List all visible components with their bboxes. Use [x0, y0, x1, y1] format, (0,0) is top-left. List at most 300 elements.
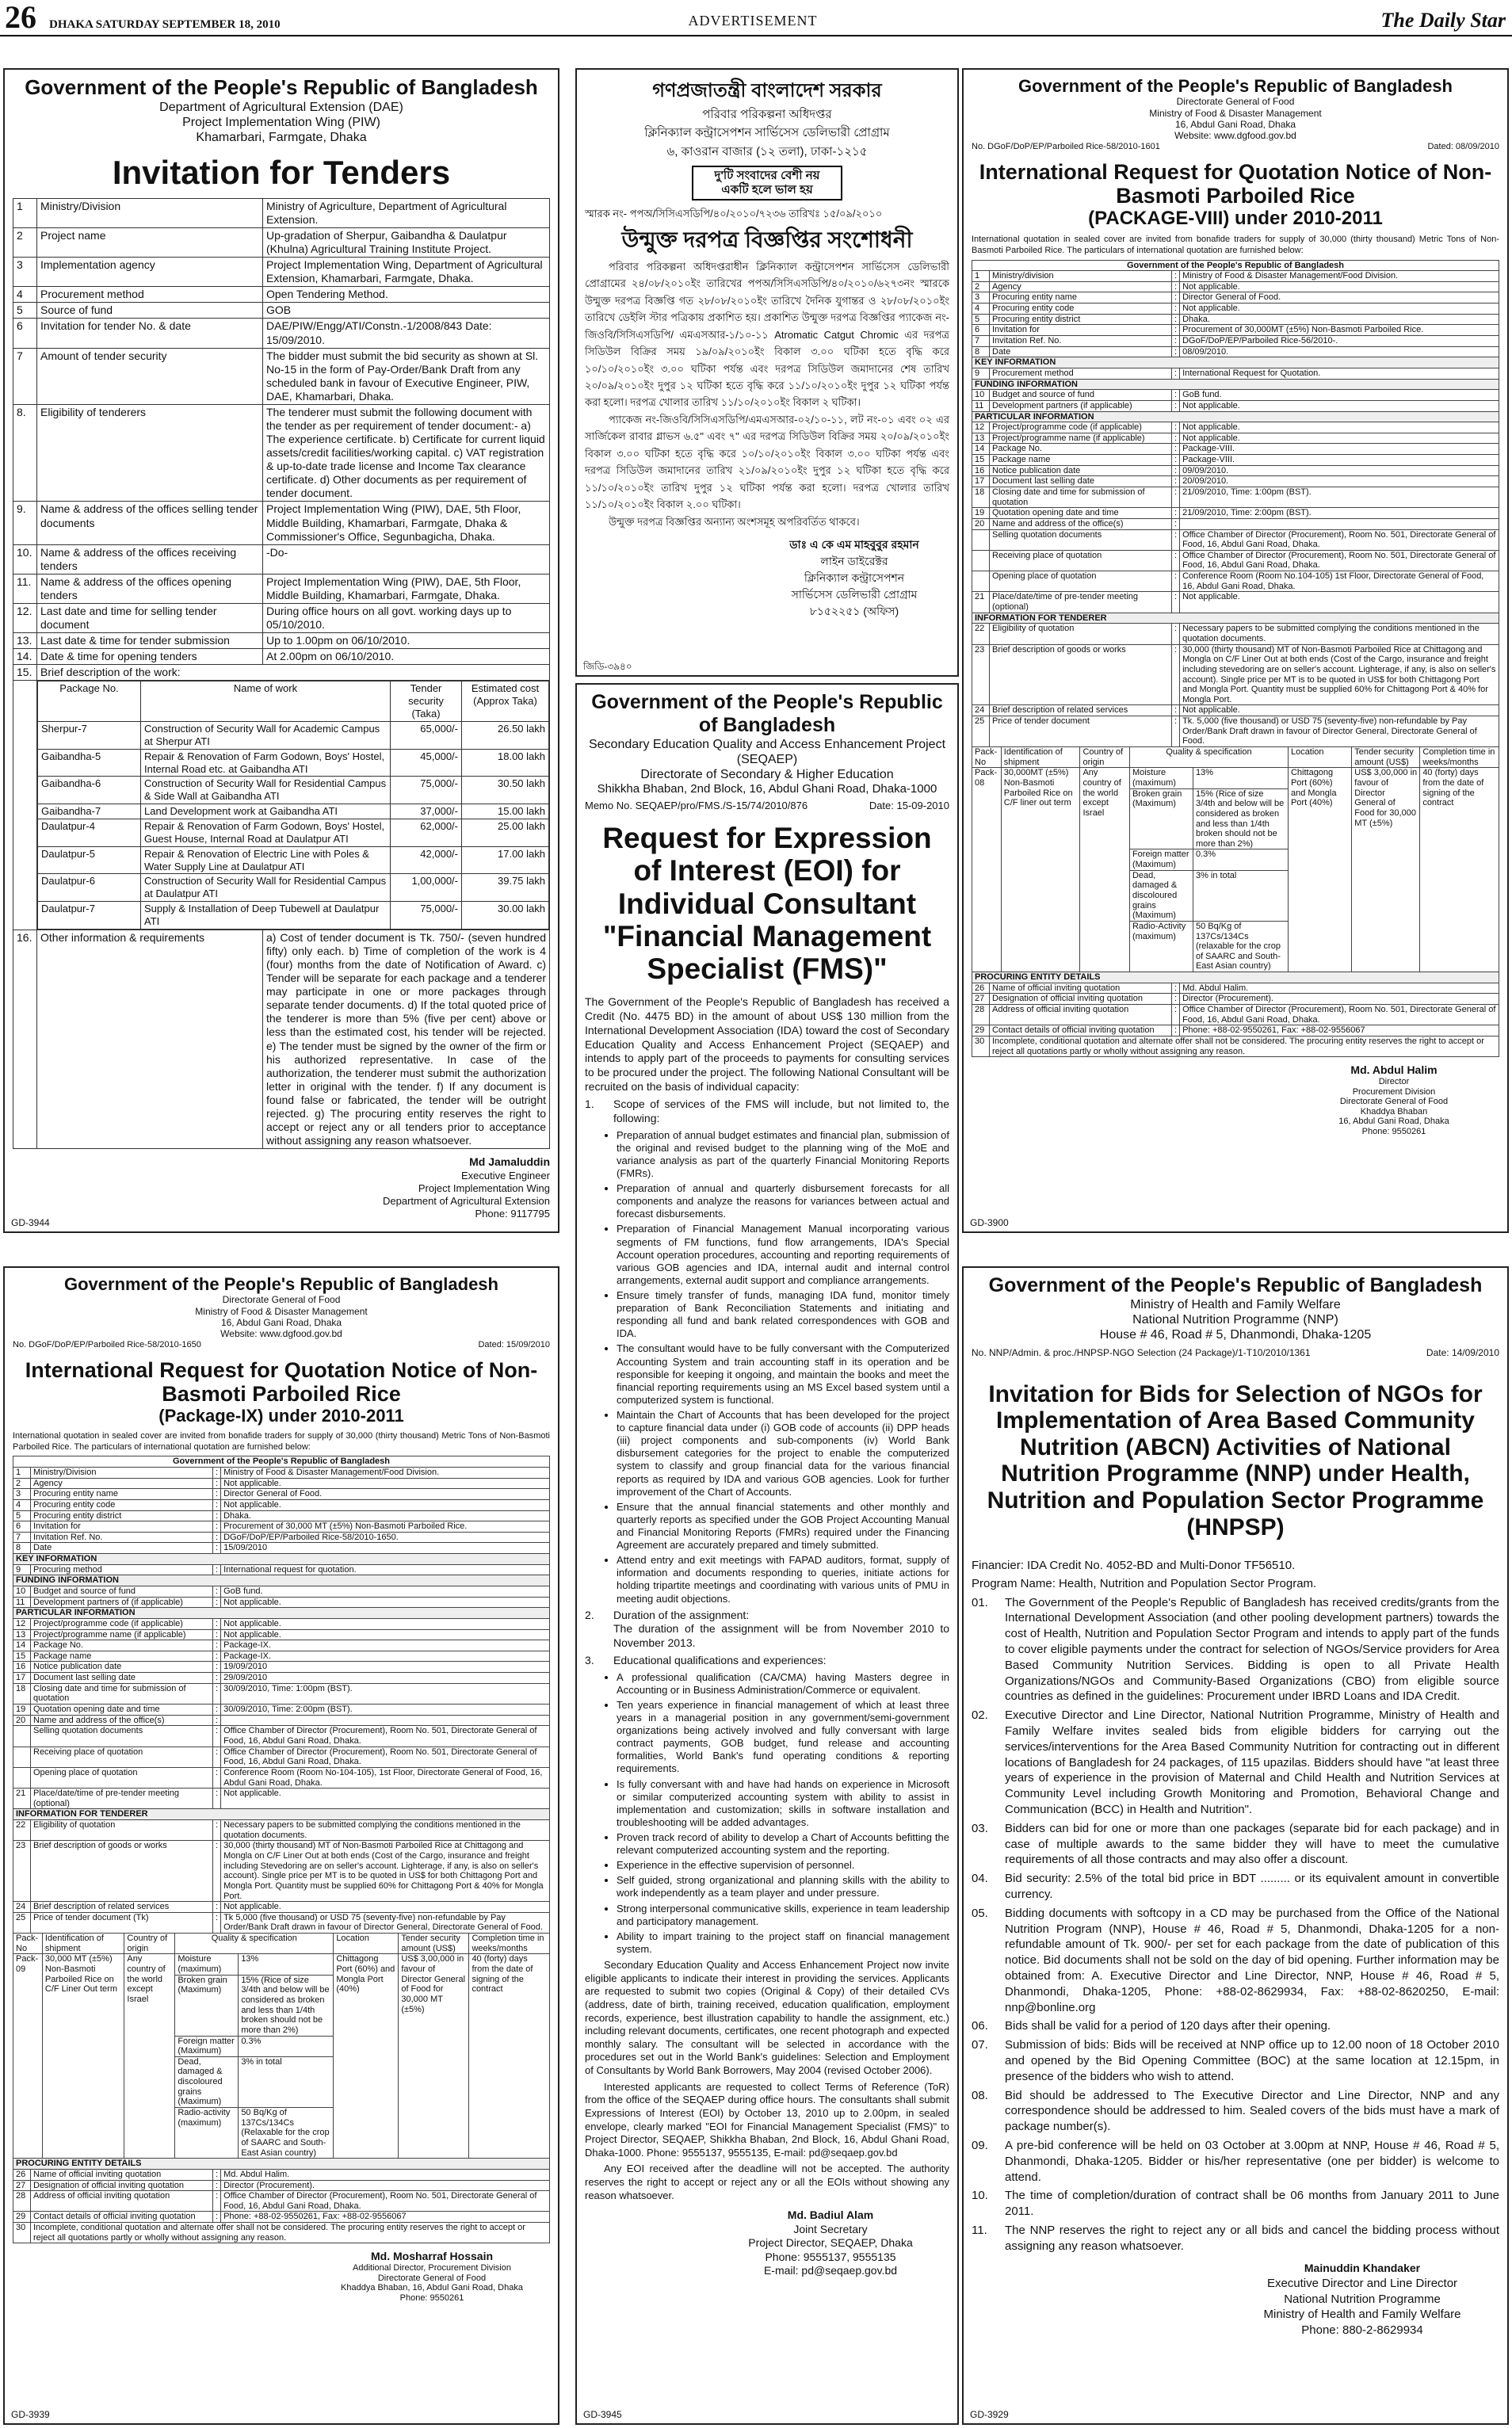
cell-sep: :: [1172, 716, 1180, 747]
cell-sep: :: [1172, 705, 1180, 716]
signatory-phone: ৮১৫২২৫১ (অফিস): [809, 604, 899, 617]
signatory-title: Executive Engineer: [460, 1169, 550, 1182]
cell-no: 4: [13, 287, 37, 303]
cell-no: 30: [13, 2223, 31, 2243]
spec-param: Foreign matter (Maximum): [175, 2036, 239, 2056]
table-row: [13, 1510, 550, 1521]
signatory-title: Joint Secretary: [793, 2222, 868, 2235]
cell-no: 7: [13, 348, 37, 404]
works-cell: Supply & Installation of Deep Tubewell at Daulatpur ATI: [141, 902, 391, 930]
table-row: [13, 1820, 550, 1841]
section-heading: PROCURING ENTITY DETAILS: [972, 972, 1499, 983]
works-row: [38, 902, 549, 930]
cell-label: Price of tender document: [990, 716, 1172, 747]
irq-package-8-ad: [962, 68, 1509, 1233]
works-cell: Gaibandha-7: [38, 804, 141, 819]
numbered-item: [972, 1821, 1499, 1868]
cell-no: 15: [972, 455, 990, 466]
cell-value: Procurement of 30,000 MT (±5%) Non-Basmoti Parboiled Rice.: [221, 1521, 550, 1533]
section-heading: FUNDING INFORMATION: [972, 379, 1499, 390]
table-row: [13, 1651, 550, 1662]
table-title: Government of the People's Republic of Bangladesh: [972, 260, 1499, 271]
table-row: [13, 649, 550, 665]
cell-sep: :: [213, 1629, 221, 1640]
cell-sep: :: [213, 1705, 221, 1716]
cell-no: 6: [972, 325, 990, 336]
cell-no: 24: [972, 705, 990, 716]
cell-no: 9: [972, 368, 990, 379]
cell-no: 10: [972, 390, 990, 401]
signatory-phone: Phone: 9117795: [475, 1208, 550, 1220]
works-cell: 30.50 lakh: [462, 777, 549, 804]
cell-sep: :: [213, 2169, 221, 2180]
spec-origin: Any country of the world except Israel: [124, 1954, 175, 2159]
works-cell: Repair & Renovation of Electric Line with Poles & Water Supply Line at Daulatpur ATI: [141, 846, 391, 874]
gov-heading: Government of the People's Republic of Bangladesh: [1018, 76, 1453, 96]
cell-label: Project/programme name (if applicable): [31, 1629, 213, 1640]
cell-no: 16: [13, 1662, 31, 1673]
paragraph: Secondary Education Quality and Access Enhancement Project now invite eligible applicants to indicate their interest in providing the services. Applicants are requested to submit two copies (Original & Copy) of their detailed CVs (address, date of birth, training received, education qualification, employment records, experience, best illustration capability to handle the assignment, etc.) including relevant documents, certificates, one recent photograph and expected monthly salary. The consultant will be selected in accordance with the procedures set out in the World Bank's guidelines: Selection and Employment of Consultants by World Bank Borrowers, May 2004 (revised October 2006).: [585, 1959, 949, 2077]
info-table: [13, 1456, 550, 1934]
item-text: [613, 1609, 949, 1651]
cell-no: 1: [13, 1467, 31, 1478]
section-heading: KEY INFORMATION: [13, 1554, 550, 1565]
cell-value: During office hours on all govt. working days up to 05/10/2010.: [263, 604, 550, 633]
table-row: [972, 550, 1499, 571]
seqaep-eoi-ad: [575, 683, 959, 2425]
item-text: Bid should be addressed to The Executive Director and Line Director, NNP and any correspondence should be addressed to him. Sealed covers of the bids must have a mark of package number(s).: [1005, 2088, 1499, 2134]
cell-no: 1: [13, 198, 37, 227]
cell-value: Tk 5,000 (five thousand) or USD 75 (seventy-five) non-refundable by Pay Order/Bank Draft drawn in favour of Director General, Directorate General of Food.: [221, 1912, 550, 1933]
cell-value: 30/09/2010, Time: 2:00pm (BST).: [221, 1705, 550, 1716]
table-row: [972, 624, 1499, 644]
table-row: [13, 1767, 550, 1788]
cell-no: 29: [972, 1025, 990, 1036]
table-row: [13, 1532, 550, 1543]
signatory-name: Md. Abdul Halim: [1350, 1063, 1438, 1077]
cell-no: 25: [13, 1912, 31, 1933]
gov-heading: Government of the People's Republic of Bangladesh: [25, 75, 538, 99]
section-row: [13, 1809, 550, 1820]
table-row: [13, 287, 550, 303]
cell-value: Director General of Food.: [1180, 292, 1499, 304]
cell-value: Office Chamber of Director (Procurement), Room No. 501, Directorate General of Food, 16, Abdul Gani Road, Dhaka.: [1180, 1005, 1499, 1025]
cell-sep: :: [1172, 476, 1180, 487]
cell-no: 13.: [13, 633, 37, 649]
cell-sep: :: [213, 1651, 221, 1662]
cell-label: Project name: [37, 228, 263, 258]
cell-value: Not applicable.: [1180, 433, 1499, 444]
cell-value: GOB: [263, 303, 550, 319]
cell-sep: :: [213, 1467, 221, 1478]
works-row: [38, 874, 549, 902]
spec-row: [972, 768, 1499, 788]
cell-label: Closing date and time for submission of quotation: [31, 1683, 213, 1704]
address-line: 16, Abdul Gani Road, Dhaka: [1174, 119, 1296, 131]
works-header-row: [38, 681, 549, 722]
list-item: • Ensure that the annual financial statements and other monthly and quarterly reports as specified under the GOB Project Accounting Manual and Financial Monitoring Reports (FMRs) required under the Financing Agreement are accurately prepared and timely submitted.: [617, 1501, 949, 1552]
section-item: [585, 1654, 949, 1668]
cell-value: 09/09/2010.: [1180, 465, 1499, 476]
cell-value: Office Chamber of Director (Procurement), Room No. 501, Directorate General of Food, 16, Abdul Gani Road, Dhaka.: [1180, 550, 1499, 571]
cell-no: 7: [13, 1532, 31, 1543]
item-number: 01.: [972, 1595, 988, 1609]
cell-sep: :: [213, 1510, 221, 1521]
ref-row: [972, 142, 1499, 152]
cell-value: Not applicable.: [1180, 705, 1499, 716]
signatory-building: Khaddya Bhaban: [1360, 1106, 1428, 1117]
cell-value: 15/09/2010: [221, 1543, 550, 1554]
item-text: Bidders can bid for one or more than one packages (separate bid for each package) and in case of multiple awards to the same bidder they will have to meet the cumulative requirements of all those contracts and may also offer a discount.: [1005, 1821, 1499, 1867]
table-row: [13, 681, 550, 930]
cell-label: Name & address of the offices selling tender documents: [37, 502, 263, 544]
section-heading: INFORMATION FOR TENDERER: [972, 613, 1499, 624]
cell-value: Package-VIII.: [1180, 444, 1499, 455]
table-row: [972, 1036, 1499, 1056]
quotation-tables: [972, 260, 1499, 1058]
cell-no: 21: [13, 1789, 31, 1809]
cell-label: Project/programme code (if applicable): [990, 422, 1172, 433]
table-row: [13, 1705, 550, 1716]
works-cell: 42,000/-: [391, 846, 462, 874]
numbered-item: [972, 2223, 1499, 2254]
bangla-corrigendum-ad: [575, 68, 959, 677]
procuring-table: [972, 972, 1499, 1057]
section-row: [972, 411, 1499, 422]
works-row: [38, 846, 549, 874]
cell-sep: :: [1172, 1025, 1180, 1036]
item-text: The time of completion/duration of contract shall be 06 months from January 2011 to June 2011.: [1005, 2189, 1499, 2219]
cell-sep: :: [1172, 292, 1180, 304]
ref-number: No. NNP/Admin. & proc./HNPSP-NGO Selection (24 Package)/1-T10/2010/1361: [972, 1347, 1311, 1359]
cell-label: Budget and source of fund: [31, 1586, 213, 1597]
cell-value: 30,000 (thirty thousand) MT of Non-Basmoti Parboiled Rice at Chittagong and Mongla on C/F Liner Out at both ends (Cost of the Cargo, insurance and freight including Stevedoring are on seller's account. Lighterage, if any, is also on seller's account). Single price per MT is to be quoted in US$ for both Chittagong Port and Mongla Port. Quantity must be supplied 60% for Chittagong Port & 40% for Mongla Port.: [221, 1841, 550, 1902]
table-row: [972, 994, 1499, 1005]
list-item: • Preparation of annual budget estimates and financial plan, submission of the original and revised budget to the planning wing of the MoE and variance analysis as part of the quarterly Financial Monitoring Reports (FMRs).: [617, 1129, 949, 1180]
cell-sep: :: [1172, 304, 1180, 315]
cell-value: Ministry of Agriculture, Department of Agricultural Extension.: [263, 198, 550, 227]
item-number: 07.: [972, 2038, 988, 2052]
spec-param: Moisture (maximum): [1129, 768, 1193, 788]
cell-label: Procuring entity name: [990, 292, 1172, 304]
cell-sep: :: [213, 1532, 221, 1543]
cell-label: Place/date/time of pre-tender meeting (optional): [990, 592, 1172, 613]
table-row: [972, 400, 1499, 411]
table-row: [13, 604, 550, 633]
spec-header-cell: Quality & specification: [175, 1934, 334, 1954]
numbered-item: [972, 1595, 1499, 1705]
cell-no: [13, 1726, 31, 1747]
cell-label: Address of official inviting quotation: [990, 1005, 1172, 1025]
website-line: Website: www.dgfood.gov.bd: [220, 1328, 342, 1340]
procuring-table: [13, 2158, 550, 2243]
list-item: • Self guided, strong organizational and planning skills with the ability to work independently as a team player and under pressure.: [617, 1874, 949, 1899]
directorate-line: Directorate of Secondary & Higher Education: [640, 767, 894, 781]
address-line: ৬, কাওরান বাজার (১২ তলা), ঢাকা-১২১৫: [666, 144, 868, 158]
works-cell: Construction of Security Wall for Residential Campus & Side Wall at Gaibandha ATI: [141, 777, 391, 804]
cell-no: [972, 571, 990, 592]
cell-no: 28: [13, 2191, 31, 2212]
item-text: The NNP reserves the right to reject any or all bids and cancel the bidding process without assigning any reason whatsoever.: [1005, 2223, 1499, 2253]
website-line: Website: www.dgfood.gov.bd: [1174, 130, 1296, 142]
spec-security: US$ 3,00,000 in favour of Director General of Food for 30,000 MT (±5%): [1352, 768, 1420, 972]
cell-value: Phone: +88-02-9550261, Fax: +88-02-9556067: [221, 2212, 550, 2223]
cell-label: Development partners (if applicable): [990, 400, 1172, 411]
cell-label: Notice publication date: [990, 465, 1172, 476]
cell-value: DGoF/DoP/EP/Parboiled Rice-58/2010-1650.: [221, 1532, 550, 1543]
cell-label: Implementation agency: [37, 258, 263, 287]
issue-date: DHAKA SATURDAY SEPTEMBER 18, 2010: [49, 18, 281, 31]
cell-label: Invitation Ref. No.: [990, 336, 1172, 347]
cell-sep: :: [1172, 390, 1180, 401]
signatory-name: Mainuddin Khandaker: [1304, 2261, 1421, 2274]
cell-label: Budget and source of fund: [990, 390, 1172, 401]
cell-value: Not applicable.: [1180, 400, 1499, 411]
works-table: [37, 681, 549, 929]
list-item: • Experience in the effective supervision of personnel.: [617, 1859, 949, 1872]
ad-title: Request for Expression of Interest (EOI) for Individual Consultant "Financial Management Specialist (FMS)": [602, 821, 932, 986]
spec-location: Chittagong Port (60%) and Mongla Port (40%): [1288, 768, 1351, 972]
cell-label: Opening place of quotation: [990, 571, 1172, 592]
cell-no: 11: [13, 1597, 31, 1608]
table-row: [972, 292, 1499, 304]
cell-value: Office Chamber of Director (Procurement), Room No. 501, Directorate General of Food, 16, Abdul Gani Road, Dhaka.: [221, 2191, 550, 2212]
cell-no: 9: [13, 1564, 31, 1575]
works-cell: 17.00 lakh: [462, 846, 549, 874]
table-row: [972, 465, 1499, 476]
cell-no: 4: [972, 304, 990, 315]
cell-value: The tenderer must submit the following document with the tender as per requirement of tender document:- a) The experience certificate. b) Certificate for current liquid assets/credit facilities/working capital. c) VAT registration & up-to-date trade license and Income Tax clearance certificate. d) Other documents as per requirement of tender document.: [263, 404, 550, 502]
signatory-email: E-mail: pd@seqaep.gov.bd: [763, 2264, 898, 2277]
table-row: [13, 1640, 550, 1651]
spec-security: US$ 3,00,000 in favour of Director General of Food for 30,000 MT (±5%): [399, 1954, 469, 2159]
list-item: • Preparation of annual and quarterly disbursement forecasts for all components and analyze the reasons for variances between actual and forecast disbursements.: [617, 1182, 949, 1220]
cell-sep: :: [1172, 346, 1180, 357]
memo-number: Memo No. SEQAEP/pro/FMS./S-15/74/2010/876: [585, 800, 808, 812]
paragraph: পরিবার পরিকল্পনা অধিদপ্তরাধীন ক্লিনিক্যাল কন্ট্রাসেপশন সার্ভিসেস ডেলিভারী প্রোগ্রামের ২৪/০৮/২০১০ইং তারিখের পপঅ/সিসিএসডিপি/৪০/২০১০/৬২৭৩নং স্মারকে উন্মুক্ত দরপত্র বিজ্ঞপ্তি গত ২৮/০৮/২০১০ইং তারিখে দৈনিক যুগান্তর ও ২৮/০৮/২০১০ইং তারিখে ডেইলি স্টার পত্রিকায় প্রকাশিত হয়। প্রকাশিত উন্মুক্ত দরপত্র বিজ্ঞপ্তির প্যাকেজ নং-জিওবি/সিসিএসডিপি/ এমএসআর-১/১০-১১ Atromatic Catgut Chromic এর দরপত্র সিডিউল বিক্রির সময় ১৯/০৯/২০১০ইং বিকাল ৩.০০ ঘটিকা হতে বৃদ্ধি করে ১০/১০/২০১০ইং ৩.০০ ঘটিকা পর্যন্ত এবং দরপত্র সিডিউল জমাদানের শেষ তারিখ ২০/০৯/২০১০ইং দুপুর ১২ ঘটিকা হতে বৃদ্ধি করে ১১/১০/২০১০ইং দুপুর ১২ ঘটিকা পর্যন্ত করা হলো। দরপত্র খোলার তারিখ ১১/১০/২০১০ইং বিকাল ২ ঘটিকা।: [585, 260, 949, 409]
notice-line-1: দু'টি সংবাদের বেশী নয়: [714, 168, 820, 182]
table-row: [13, 544, 550, 574]
ad-title: International Request for Quotation Notice of Non-Basmoti Parboiled Rice: [25, 1358, 538, 1407]
address-line: House # 46, Road # 5, Dhanmondi, Dhaka-1205: [1099, 1328, 1372, 1342]
section-row: [13, 1608, 550, 1619]
table-row: [13, 1586, 550, 1597]
cell-value: Dhaka.: [221, 1510, 550, 1521]
cell-no: 26: [13, 2169, 31, 2180]
cell-value: Director General of Food.: [221, 1489, 550, 1500]
works-cell: 45,000/-: [391, 749, 462, 777]
table-row: [13, 348, 550, 404]
cell-no: 8: [972, 346, 990, 357]
dept-line: Department of Agricultural Extension (DAE): [159, 100, 403, 114]
signatory-address: 16, Abdul Gani Road, Dhaka: [1338, 1117, 1449, 1127]
spec-location: Chittagong Port (60%) and Mongla Port (40%): [334, 1954, 399, 2159]
spec-origin: Any country of the world except Israel: [1080, 768, 1129, 972]
cell-sep: :: [213, 1902, 221, 1913]
cell-no: 14: [13, 1640, 31, 1651]
table-row: [13, 2223, 550, 2243]
works-header-cell: Name of work: [141, 681, 391, 722]
section-label: ADVERTISEMENT: [688, 13, 818, 29]
cell-sep: :: [213, 1618, 221, 1629]
cell-no: 9.: [13, 502, 37, 544]
gov-heading: Government of the People's Republic of Bangladesh: [591, 691, 943, 736]
cell-label: Eligibility of quotation: [31, 1820, 213, 1841]
signatory-title: Director: [1378, 1076, 1410, 1086]
cell-sep: :: [213, 2180, 221, 2191]
cell-no: 30: [972, 1036, 990, 1056]
cell-sep: :: [1172, 644, 1180, 705]
spec-header-cell: Country of origin: [124, 1934, 175, 1954]
table-row: [972, 455, 1499, 466]
spec-header-cell: Pack-No: [972, 747, 1002, 768]
section-heading: PARTICULAR INFORMATION: [972, 411, 1499, 422]
table-row: [972, 476, 1499, 487]
cell-label: Receiving place of quotation: [990, 550, 1172, 571]
signatory-division: Procurement Division: [1352, 1086, 1436, 1097]
signatory-title: Executive Director and Line Director: [1266, 2277, 1458, 2291]
list-item: • Maintain the Chart of Accounts that has been developed for the project to capture financial data under (i) GOB code of accounts (ii) DPP heads (iii) project components and sub-components (iv) World Bank disbursement categories for the project to enable the computerized system to classify and group financial data for the various financial reports as required by IDA and various GOB agencies. Look for further improvement of the Chart of Accounts.: [617, 1409, 949, 1498]
cell-value: Office Chamber of Director (Procurement), Room No. 501, Directorate General of Food, 16, Abdul Gani Road, Dhaka.: [221, 1747, 550, 1767]
table-row: [13, 665, 550, 681]
section-heading: PARTICULAR INFORMATION: [13, 1608, 550, 1619]
table-title-row: [13, 1456, 550, 1468]
gov-heading: Government of the People's Republic of Bangladesh: [64, 1274, 498, 1294]
item-number: 08.: [972, 2088, 988, 2102]
cell-value: Not applicable.: [221, 1499, 550, 1510]
signatory-name: ডাঃ এ কে এম মাহবুবুর রহমান: [789, 537, 919, 551]
ministry-line: Ministry of Food & Disaster Management: [1149, 107, 1322, 119]
cell-sep: :: [213, 1726, 221, 1747]
cell-label: Name and address of the office(s): [990, 518, 1172, 529]
numbered-item: [972, 2088, 1499, 2135]
cell-value: Office Chamber of Director (Procurement), Room No. 501, Directorate General of Food, 16, Abdul Gani Road, Dhaka.: [1180, 529, 1499, 550]
cell-label: Procuring method: [31, 1564, 213, 1575]
cell-no: 19: [972, 508, 990, 519]
cell-sep: :: [213, 1597, 221, 1608]
works-row: [38, 804, 549, 819]
table-row: [13, 2212, 550, 2223]
cell-sep: :: [213, 1747, 221, 1767]
spec-header-cell: Identification of shipment: [1001, 747, 1080, 768]
spec-identification: 30,000MT (±5%) Non-Basmoti Parboiled Rice on C/F liner out term: [1001, 768, 1080, 972]
cell-value: Not applicable.: [1180, 422, 1499, 433]
table-row: [13, 2180, 550, 2191]
cell-no: 12: [13, 1618, 31, 1629]
section-heading: PROCURING ENTITY DETAILS: [13, 2159, 550, 2170]
cell-label: Ministry/Division: [37, 198, 263, 227]
cell-no: 14.: [13, 649, 37, 665]
cell-no: 3: [13, 1489, 31, 1500]
item-number: 1.: [585, 1098, 594, 1111]
cell-no: 20: [972, 518, 990, 529]
cell-sep: :: [213, 1499, 221, 1510]
item-text: Bidding documents with softcopy in a CD may be purchased from the Office of the National Nutrition Program (NNP), House # 46, Road # 5, Dhanmondi, Dhaka-1205 for a non-refundable amount of Tk. 900/- per set for each package from the date of publication of this notice. Bid documents shall not be sold on the day of bid opening. Further information may be obtained from: A. Executive Director and Line Director, NNP, House # 46, Road # 5, Dhanmondi, Dhaka-1205, Phone: +88-02-8629934, Fax: +88-02-8620250, E-mail: nnp@bonline.org: [1005, 1906, 1499, 2014]
works-row: [38, 749, 549, 777]
works-cell: 18.00 lakh: [462, 749, 549, 777]
spec-identification: 30,000 MT (±5%) Non-Basmoti Parboiled Rice on C/F Liner Out term: [42, 1954, 124, 2159]
cell-value: Conference Room (Room No.104-105) 1st Floor, Directorate General of Food, 16, Abdul Gani Road, Dhaka.: [1180, 571, 1499, 592]
table-row: [13, 1597, 550, 1608]
section-row: [13, 1554, 550, 1565]
works-cell: Repair & Renovation of Farm Godown, Boys' Hostel, Internal Road etc. at Gaibandha ATI: [141, 749, 391, 777]
cell-sep: :: [1172, 592, 1180, 613]
program-line: National Nutrition Programme (NNP): [1132, 1312, 1338, 1327]
works-header-cell: Tender security (Taka): [391, 681, 462, 722]
table-row: [972, 1025, 1499, 1036]
cell-no: 8: [13, 1543, 31, 1554]
table-row: [13, 502, 550, 544]
section-row: [13, 2159, 550, 2170]
cell-label: Name of official inviting quotation: [31, 2169, 213, 2180]
spec-param: Radio-activity (maximum): [175, 2108, 239, 2159]
works-cell: [37, 681, 550, 930]
cell-no: 17: [972, 476, 990, 487]
cell-value: 29/09/2010: [221, 1673, 550, 1684]
spec-limit: 50 Bq/Kg of 137Cs/134Cs (relaxable for the crop of SAARC and South-East Asian country): [1193, 921, 1288, 972]
cell-no: 16.: [13, 930, 37, 1148]
cell-no: 10.: [13, 544, 37, 574]
paragraph: Interested applicants are requested to collect Terms of Reference (ToR) from the office of the SEQAEP during office hours. The consultants shall submit Expressions of Interest (EOI) by October 13, 2010 up to 2.00pm, in sealed envelope, clearly marked "EOI for Financial Management Specialist (FMS)" to Project Director, SEQAEP, Shikkha Bhaban, 2nd Block, 16, Abdul Ghani Road, Dhaka-1000. Phone: 9555137, 9555135, E-mail: pd@seqaep.gov.bd: [585, 2080, 949, 2159]
cell-sep: :: [213, 1683, 221, 1704]
cell-label: Brief description of related services: [31, 1902, 213, 1913]
cell-label: Procuring entity code: [990, 304, 1172, 315]
cell-label: Procuring entity name: [31, 1489, 213, 1500]
cell-no: 13: [972, 433, 990, 444]
table-row: [13, 1478, 550, 1489]
cell-sep: :: [1172, 455, 1180, 466]
cell-value: Not applicable.: [1180, 592, 1499, 613]
ad-title: Invitation for Tenders: [112, 154, 451, 192]
cell-label: Package name: [31, 1651, 213, 1662]
table-row: [13, 198, 550, 227]
cell-label: Project/programme name (if applicable): [990, 433, 1172, 444]
cell-label: Ministry/division: [990, 271, 1172, 282]
works-row: [38, 722, 549, 750]
cell-value: GoB fund.: [221, 1586, 550, 1597]
signatory-unit: ক্লিনিক্যাল কন্ট্রাসেপশন: [804, 571, 905, 584]
cell-sep: :: [213, 1767, 221, 1788]
signature-block: [314, 2250, 550, 2303]
cell-value: Phone: +88-02-9550261, Fax: +88-02-9556067: [1180, 1025, 1499, 1036]
works-cell: Daulatpur-4: [38, 819, 141, 847]
dae-tender-ad: [3, 68, 559, 1233]
cell-value: Not applicable.: [221, 1597, 550, 1608]
cell-value: Dhaka.: [1180, 314, 1499, 325]
cell-value: Not applicable.: [221, 1789, 550, 1809]
spec-param: Broken grain (Maximum): [175, 1975, 239, 2036]
cell-no: 3: [972, 292, 990, 304]
cell-label: Name of official inviting quotation: [990, 983, 1172, 994]
spec-header-cell: Tender security amount (US$): [1352, 747, 1420, 768]
table-row: [13, 303, 550, 319]
cell-no: 27: [972, 994, 990, 1005]
ref-number: No. DGoF/DoP/EP/Parboiled Rice-58/2010-1650: [13, 1339, 201, 1350]
cell-value: Md. Abdul Halim.: [221, 2169, 550, 2180]
item-text: Executive Director and Line Director, National Nutrition Programme, Ministry of Health and Family Welfare invites sealed bids from eligible bidders for carrying out the services/interventions for the Area Based Community Nutrition for contracting out in different locations of Bangladesh for 24 packages, of 115 upazilas. Bidders should have "at least three years of experience in the provision of Maternal and Child Health and Nutrition Services at Community Level including Growth Monitoring and Promotion, Behavioral Change and Communication (BCC) in Health and Nutrition".: [1005, 1708, 1499, 1816]
cell-no: 20: [13, 1715, 31, 1726]
signatory-directorate: Directorate General of Food: [377, 2273, 487, 2283]
ref-date: Dated: 15/09/2010: [478, 1339, 550, 1350]
item-text: The Government of the People's Republic of Bangladesh has received credits/grants from the International Development Association (and other pooling development partners) towards the cost of Health, Nutrition and Population Sector Program and intends to apply part of the funds to cover eligible payments under the contract for selection of NGOs/Service providers for Area Based Community Nutrition Services. Bidding is open to all Private Health Organizations/NGOs and Community-Based Organizations (CBO) from eligible source countries as defined in the guidelines: Procurement under IBRD Loans and IDA Credit.: [1005, 1595, 1499, 1704]
cell-label: Invitation for: [31, 1521, 213, 1533]
signatory-position: Project Director, SEQAEP, Dhaka: [748, 2236, 913, 2250]
gd-number: GD-3939: [11, 2408, 50, 2420]
works-cell: Repair & Renovation of Farm Godown, Boys' Hostel, Guest House, Internal Road at Daulatpur ATI: [141, 819, 391, 847]
cell-label: Place/date/time of pre-tender meeting (optional): [31, 1789, 213, 1809]
cell-label: Invitation Ref. No.: [31, 1532, 213, 1543]
cell-sep: :: [1172, 444, 1180, 455]
